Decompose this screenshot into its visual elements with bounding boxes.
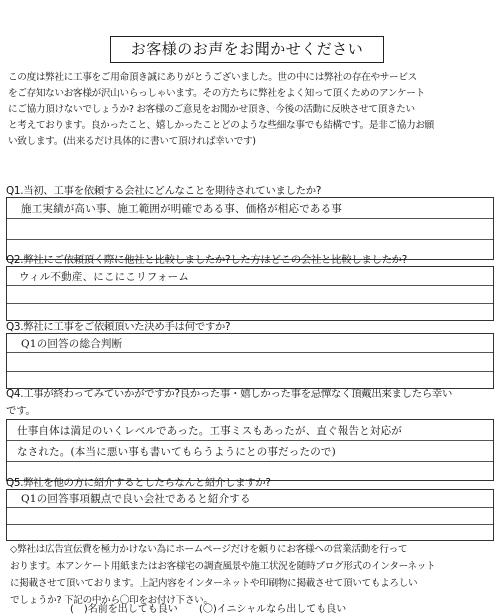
answer-box-2: [6, 266, 494, 321]
answer-2-line-1: ウィル不動産、にこにこリフォーム: [19, 271, 190, 283]
question-5: Q5.弊社を他の方に紹介するとしたらなんと紹介しますか?: [6, 477, 271, 489]
question-2: Q2.弊社にご依頼頂く際に他社と比較しましたか?した方はどこの会社と比較しましたか?: [6, 254, 407, 266]
intro-text: [8, 70, 494, 150]
page-title: お客様のお声をお聞かせください: [110, 36, 384, 63]
question-3: Q3.弊社に工事をご依頼頂いた決め手は何ですか?: [6, 321, 231, 333]
footer-line: ◇弊社は広告宣伝費を極力かけない為にホームページだけを頼りにお客様への営業活動を行って: [10, 544, 408, 555]
intro-line: い致します。(出来るだけ具体的に書いて頂ければ幸いです): [8, 136, 256, 147]
answer-5-line-1: Q1の回答事項観点で良い会社であると紹介する: [21, 493, 251, 505]
question-4: Q4.工事が終わってみていかがですか?良かった事・嬉しかった事を忌憚なく頂戴出来ましたら幸い: [6, 388, 453, 400]
intro-line: をご存知ないお客様が沢山いらっしゃいます。その方たちに弊社をよく知って頂くためのアンケート: [8, 88, 425, 99]
answer-1-line-1: 施工実績が高い事、施工範囲が明確である事、価格が相応である事: [21, 203, 342, 215]
choice-name-ok[interactable]: ( )名前を出しても良い: [70, 604, 178, 615]
question-1: Q1.当初、工事を依頼する会社にどんなことを期待されていましたか?: [6, 185, 322, 197]
footer-line: おります。本アンケート用紙またはお客様宅の調査風景や施工状況を随時ブログ形式のインターネット: [10, 561, 436, 572]
footer-line: に掲載させて頂いております。上記内容をインターネットや印刷物に掲載させて頂いてもよろしい: [10, 578, 418, 589]
answer-box-5: [6, 489, 494, 541]
intro-line: この度は弊社に工事をご用命頂き誠にありがとうございました。世の中には弊社の存在やサービス: [8, 72, 417, 83]
consent-choices: [70, 600, 364, 615]
question-4-cont: です。: [6, 405, 36, 417]
answer-box-4: [6, 419, 494, 481]
choice-initial-ok[interactable]: (〇)イニシャルなら出しても良い: [199, 604, 347, 615]
intro-line: と考えております。良かったこと、嬉しかったことどのような些細な事でも結構です。是非ご協力お願: [8, 120, 434, 131]
answer-4-line-2: なされた。(本当に悪い事も書いてもらうようにとの事だったので): [17, 446, 336, 458]
footer-text: [10, 541, 496, 609]
answer-box-3: [6, 333, 494, 389]
footer-line: でしょうか? 下記の中から〇印をお付け下さい。: [10, 595, 213, 606]
answer-3-line-1: Q1の回答の総合判断: [21, 338, 123, 350]
answer-4-line-1: 仕事自体は満足のいくレベルであった。工事ミスもあったが、直ぐ報告と対応が: [17, 425, 402, 437]
intro-line: にご協力頂けないでしょうか? お客様のご意見をお聞かせ頂き、今後の活動に反映させて頂きたい: [8, 104, 415, 115]
